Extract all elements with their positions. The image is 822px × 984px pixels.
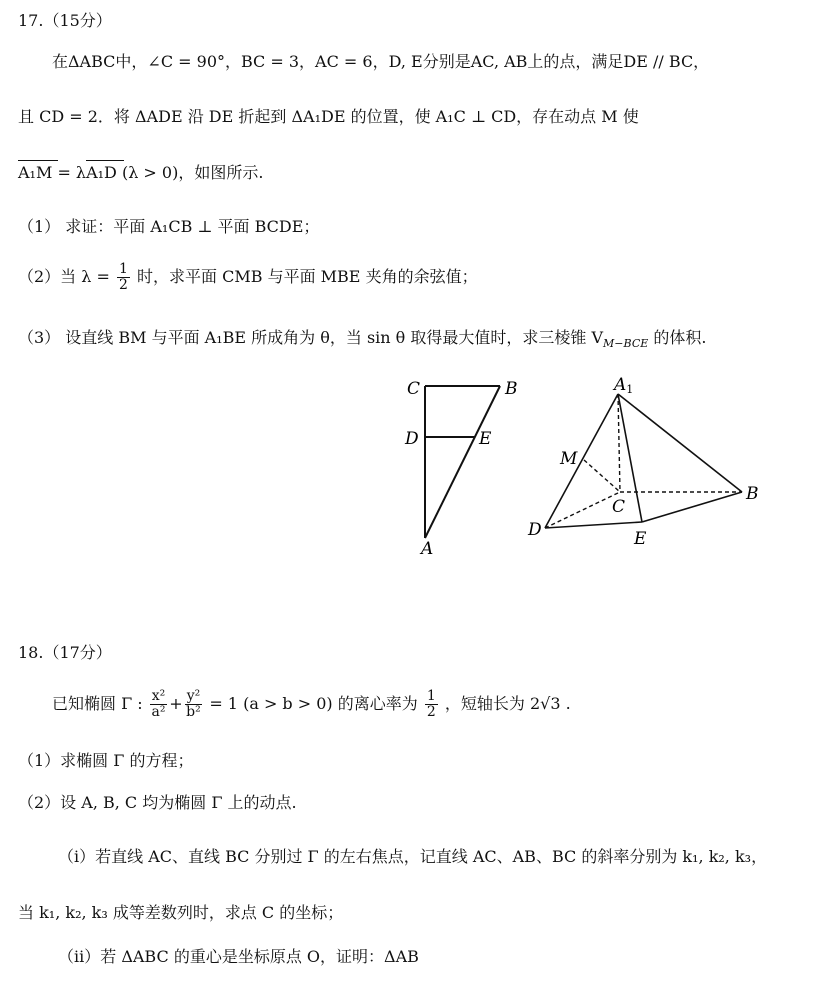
q17-s3-subscript: M−BCE [603,337,649,351]
q17-paragraph-1: 在ΔABC中，∠C = 90°，BC = 3，AC = 6，D, E分别是AC, AB上的点，满足DE // BC， [52,52,710,71]
frac-den: a² [151,704,166,720]
q18-intro [52,689,571,720]
q17-s3-end: 的体积. [648,328,707,347]
q18-header: 18.（17分） [18,643,112,662]
edge-dc [545,492,620,528]
edge-eb [642,492,742,522]
q17-s3-text: （3） 设直线 BM 与平面 A₁BE 所成角为 θ，当 sin θ 取得最大值时，求三棱锥 V [18,328,604,347]
label-a: A [421,539,434,557]
vector-arrow-a1d [86,160,124,161]
q17-s2-prefix: （2）当 λ = [18,267,110,286]
edge-de [545,522,642,528]
q18-subquestion-2ii: （ii）若 ΔABC 的重心是坐标原点 O，证明：ΔAB [58,947,419,966]
label-c: C [612,497,626,517]
q17-paragraph-3 [18,162,263,184]
frac-den: b² [186,704,201,720]
figure-triangle [395,372,525,557]
vector-arrow-a1m [18,160,58,161]
frac-den: 2 [426,704,436,720]
label-a1 [612,375,633,396]
figure-pyramid [520,372,770,552]
frac-num: x² [151,688,166,704]
fraction-one-half [117,262,130,293]
q17-vector-condition: A₁M = λA₁D (λ > 0)，如图所示. [18,163,264,182]
q17-paragraph-2: 且 CD = 2．将 ΔADE 沿 DE 折起到 ΔA₁DE 的位置，使 A₁C ⊥ CD，存在动点 M 使 [18,107,639,126]
edge-a1b [618,394,742,492]
plus-sign: + [169,694,183,713]
q18-subquestion-2i-part-a: （i）若直线 AC、直线 BC 分别过 Γ 的左右焦点，记直线 AC、AB、BC 的斜率分别为 k₁, k₂, k₃， [58,847,768,866]
q17-subquestion-3 [18,327,706,355]
label-e: E [479,429,492,449]
label-d: D [528,520,542,540]
label-m: M [560,449,578,469]
label-b: B [746,484,759,504]
label-d: D [405,429,419,449]
label-a1-subscript: 1 [626,383,634,396]
frac-num: y² [186,688,201,704]
q17-s2-suffix: 时，求平面 CMB 与平面 MBE 夹角的余弦值； [137,267,478,286]
fraction-eccentricity [425,689,438,720]
q17-header: 17.（15分） [18,11,112,30]
q18-subquestion-2i-part-b: 当 k₁, k₂, k₃ 成等差数列时，求点 C 的坐标； [18,903,344,922]
edge-a1d [545,394,618,528]
q18-intro-middle: = 1 (a > b > 0) 的离心率为 [209,694,418,713]
fraction-x2-a2 [150,689,168,720]
label-a1-letter: A [614,375,627,395]
q18-subquestion-1: （1）求椭圆 Γ 的方程； [18,751,194,770]
q18-intro-prefix: 已知椭圆 Γ : [52,694,143,713]
q17-subquestion-1: （1） 求证：平面 A₁CB ⊥ 平面 BCDE； [18,217,320,236]
label-c: C [407,379,421,399]
edge-a1c [618,394,620,492]
label-e: E [634,529,647,549]
q18-intro-suffix: ，短轴长为 2√3 . [444,694,571,713]
frac-num: 1 [119,261,128,277]
fraction-y2-b2 [185,689,203,720]
label-b: B [505,379,518,399]
q17-subquestion-2 [18,262,478,293]
q18-subquestion-2: （2）设 A, B, C 均为椭圆 Γ 上的动点. [18,793,297,812]
text-fade-overlay [448,942,508,972]
edge-mc [584,460,620,492]
frac-num: 1 [426,688,436,704]
frac-den: 2 [119,277,128,293]
edge-ba [425,386,500,538]
